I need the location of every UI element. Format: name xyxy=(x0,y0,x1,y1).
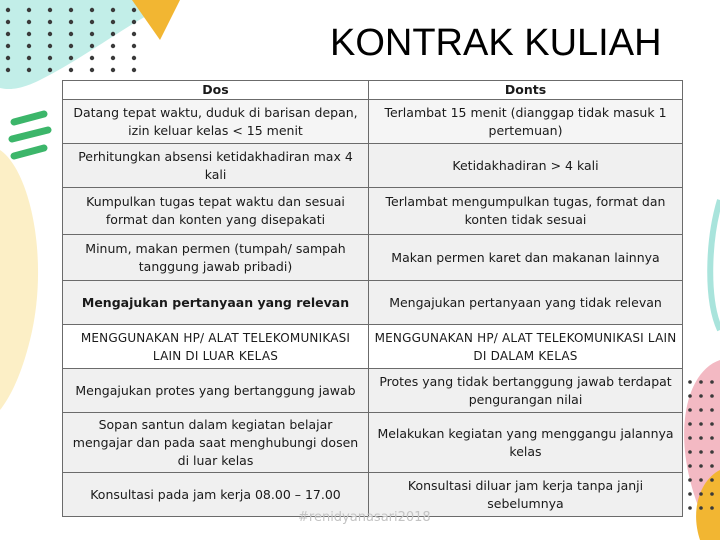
donts-cell: Terlambat mengumpulkan tugas, format dan konten tidak sesuai xyxy=(369,188,683,235)
decor-dot xyxy=(710,422,714,426)
decor-dot xyxy=(132,68,136,72)
decor-dot xyxy=(6,68,10,72)
decor-dot xyxy=(111,44,115,48)
dos-cell xyxy=(63,281,369,325)
slide-title: KONTRAK KULIAH xyxy=(330,22,662,64)
decor-dot xyxy=(111,8,115,12)
decor-dot xyxy=(48,44,52,48)
decor-dot xyxy=(688,422,692,426)
decor-dot xyxy=(6,20,10,24)
decor-dot xyxy=(69,56,73,60)
decor-dot xyxy=(27,56,31,60)
decor-dot xyxy=(6,44,10,48)
donts-cell: Ketidakhadiran > 4 kali xyxy=(369,144,683,188)
green-lines-shape xyxy=(12,114,48,156)
watermark-text: #renidyanasari2018 xyxy=(298,510,431,525)
table-row xyxy=(63,188,683,235)
decor-dot xyxy=(90,20,94,24)
decor-dot xyxy=(699,506,703,510)
teal-arc-shape xyxy=(710,200,720,330)
dos-cell: MENGGUNAKAN HP/ ALAT TELEKOMUNIKASI LAIN DI LUAR KELAS xyxy=(63,325,369,369)
donts-cell: Makan permen karet dan makanan lainnya xyxy=(369,235,683,281)
decor-dot xyxy=(688,492,692,496)
decor-dot xyxy=(699,436,703,440)
donts-cell: Protes yang tidak bertanggung jawab terdapat pengurangan nilai xyxy=(369,369,683,413)
decor-dot xyxy=(69,32,73,36)
decor-dot xyxy=(710,380,714,384)
header-dos: Dos xyxy=(63,81,369,100)
dos-cell: Mengajukan protes yang bertanggung jawab xyxy=(63,369,369,413)
decor-dot xyxy=(48,20,52,24)
dos-cell: Minum, makan permen (tumpah/ sampah tanggung jawab pribadi) xyxy=(63,235,369,281)
decor-dot xyxy=(69,44,73,48)
decor-dot xyxy=(710,436,714,440)
dos-cell: Datang tepat waktu, duduk di barisan depan, izin keluar kelas < 15 menit xyxy=(63,100,369,144)
decor-dot xyxy=(699,464,703,468)
dos-cell: Perhitungkan absensi ketidakhadiran max 4 kali xyxy=(63,144,369,188)
decor-dot xyxy=(27,8,31,12)
decor-dot xyxy=(27,44,31,48)
decor-dot xyxy=(699,478,703,482)
decor-dot xyxy=(48,32,52,36)
decor-dot xyxy=(132,20,136,24)
decor-dot xyxy=(688,380,692,384)
table-row xyxy=(63,144,683,188)
donts-cell: Mengajukan pertanyaan yang tidak relevan xyxy=(369,281,683,325)
decor-dot xyxy=(132,32,136,36)
decor-dot xyxy=(132,56,136,60)
decor-dot xyxy=(132,44,136,48)
decor-dot xyxy=(699,422,703,426)
decor-dot xyxy=(688,450,692,454)
decor-dot xyxy=(48,8,52,12)
decor-dot xyxy=(48,68,52,72)
decor-dot xyxy=(27,68,31,72)
dos-cell: Sopan santun dalam kegiatan belajar mengajar dan pada saat menghubungi dosen di luar kelas xyxy=(63,413,369,473)
decor-dot xyxy=(699,450,703,454)
donts-cell: MENGGUNAKAN HP/ ALAT TELEKOMUNIKASI LAIN DI DALAM KELAS xyxy=(369,325,683,369)
decor-dot xyxy=(6,32,10,36)
decor-dot xyxy=(688,464,692,468)
decor-dot xyxy=(699,394,703,398)
table-row xyxy=(63,235,683,281)
decor-dot xyxy=(6,8,10,12)
decor-dot xyxy=(710,478,714,482)
dos-cell: Konsultasi pada jam kerja 08.00 – 17.00 xyxy=(63,473,369,517)
decor-dot xyxy=(27,20,31,24)
decor-dot xyxy=(699,380,703,384)
decor-dot xyxy=(699,408,703,412)
decor-dot xyxy=(48,56,52,60)
decor-dot xyxy=(710,450,714,454)
decor-dot xyxy=(688,436,692,440)
decor-dot xyxy=(688,394,692,398)
table-row xyxy=(63,369,683,413)
kontrak-table xyxy=(62,80,683,517)
decor-dot xyxy=(90,44,94,48)
yellow-curve-shape xyxy=(0,150,38,410)
decor-dot xyxy=(688,408,692,412)
table-row xyxy=(63,325,683,369)
decor-dot xyxy=(111,68,115,72)
dos-cell-emphasis: Mengajukan pertanyaan yang relevan xyxy=(81,294,350,310)
donts-cell: Konsultasi diluar jam kerja tanpa janji sebelumnya xyxy=(369,473,683,517)
header-donts: Donts xyxy=(369,81,683,100)
decor-dot xyxy=(710,408,714,412)
decor-dot xyxy=(69,68,73,72)
decor-dot xyxy=(69,8,73,12)
decor-dot xyxy=(710,506,714,510)
decor-dot xyxy=(111,56,115,60)
decor-dot xyxy=(132,8,136,12)
decor-dot xyxy=(688,478,692,482)
decor-dot xyxy=(688,506,692,510)
decor-dot xyxy=(710,464,714,468)
decor-dot xyxy=(111,20,115,24)
donts-cell: Terlambat 15 menit (dianggap tidak masuk 1 pertemuan) xyxy=(369,100,683,144)
teal-blob-shape xyxy=(0,0,150,89)
decor-dot xyxy=(710,394,714,398)
decor-dot xyxy=(710,492,714,496)
table-header-row xyxy=(63,81,683,100)
decor-dot xyxy=(90,8,94,12)
decor-dot xyxy=(699,492,703,496)
decor-dot xyxy=(90,56,94,60)
dos-cell: Kumpulkan tugas tepat waktu dan sesuai format dan konten yang disepakati xyxy=(63,188,369,235)
decor-dot xyxy=(27,32,31,36)
decor-dot xyxy=(69,20,73,24)
table-row xyxy=(63,100,683,144)
donts-cell: Melakukan kegiatan yang menggangu jalannya kelas xyxy=(369,413,683,473)
decor-dot xyxy=(111,32,115,36)
decor-dot xyxy=(6,56,10,60)
decor-dot xyxy=(90,32,94,36)
decor-dot xyxy=(90,68,94,72)
table-row xyxy=(63,281,683,325)
table-row xyxy=(63,413,683,473)
